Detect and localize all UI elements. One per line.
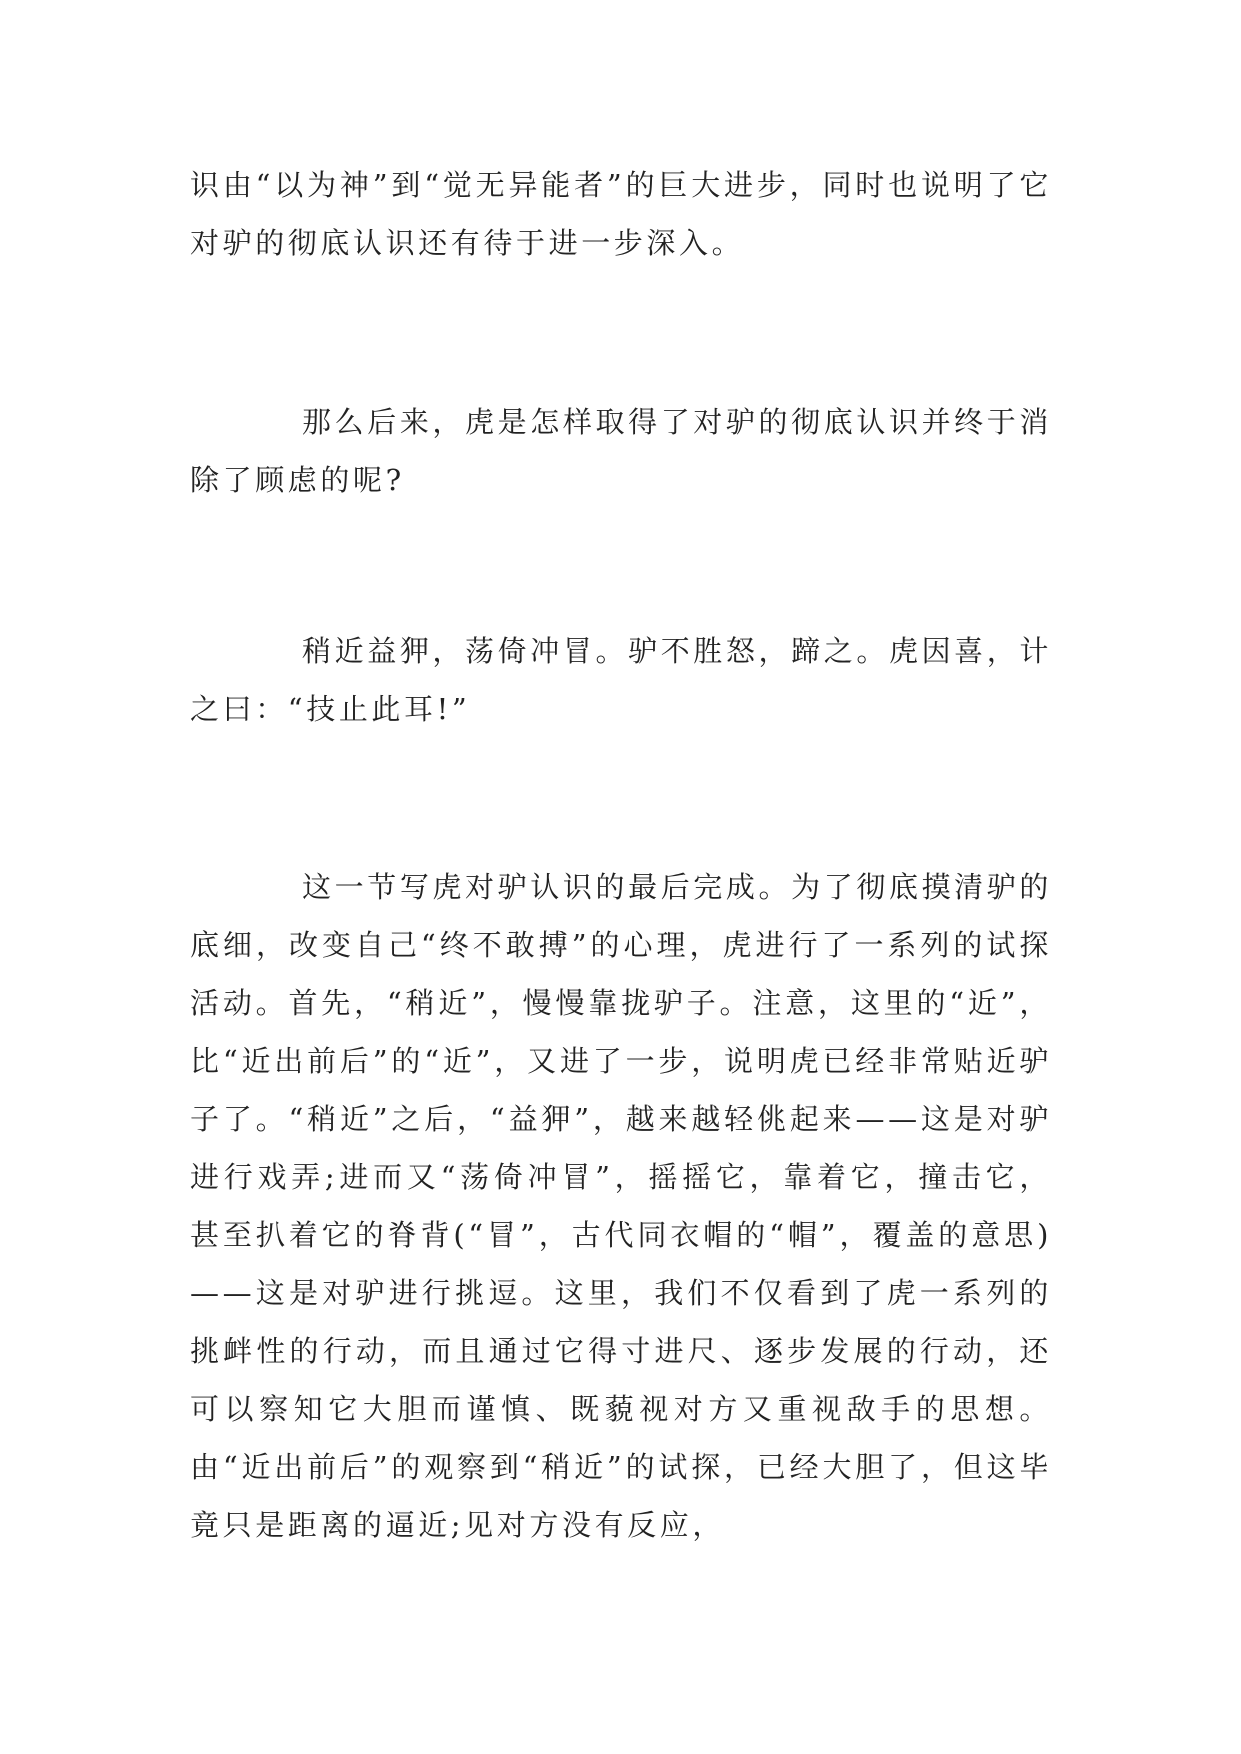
paragraph-quotation: 稍近益狎，荡倚冲冒。驴不胜怒，蹄之。虎因喜，计之曰：“技止此耳!”	[190, 634, 1052, 726]
paragraph-continuation: 识由“以为神”到“觉无异能者”的巨大进步，同时也说明了它对驴的彻底认识还有待于进一步深入。	[190, 168, 1052, 260]
paragraph-question: 那么后来，虎是怎样取得了对驴的彻底认识并终于消除了顾虑的呢?	[190, 405, 1052, 497]
paragraph-analysis: 这一节写虎对驴认识的最后完成。为了彻底摸清驴的底细，改变自己“终不敢搏”的心理，虎进行了一系列的试探活动。首先，“稍近”，慢慢靠拢驴子。注意，这里的“近”，比“近出前后”的“近”，又进了一步，说明虎已经非常贴近驴子了。“稍近”之后，“益狎”，越来越轻佻起来——这是对驴进行戏弄;进而又“荡倚冲冒”，摇摇它，靠着它，撞击它，甚至扒着它的脊背(“冒”，古代同衣帽的“帽”，覆盖的意思)——这是对驴进行挑逗。这里，我们不仅看到了虎一系列的挑衅性的行动，而且通过它得寸进尺、逐步发展的行动，还可以察知它大胆而谨慎、既藐视对方又重视敌手的思想。由“近出前后”的观察到“稍近”的试探，已经大胆了，但这毕竟只是距离的逼近;见对方没有反应，	[190, 870, 1052, 1542]
